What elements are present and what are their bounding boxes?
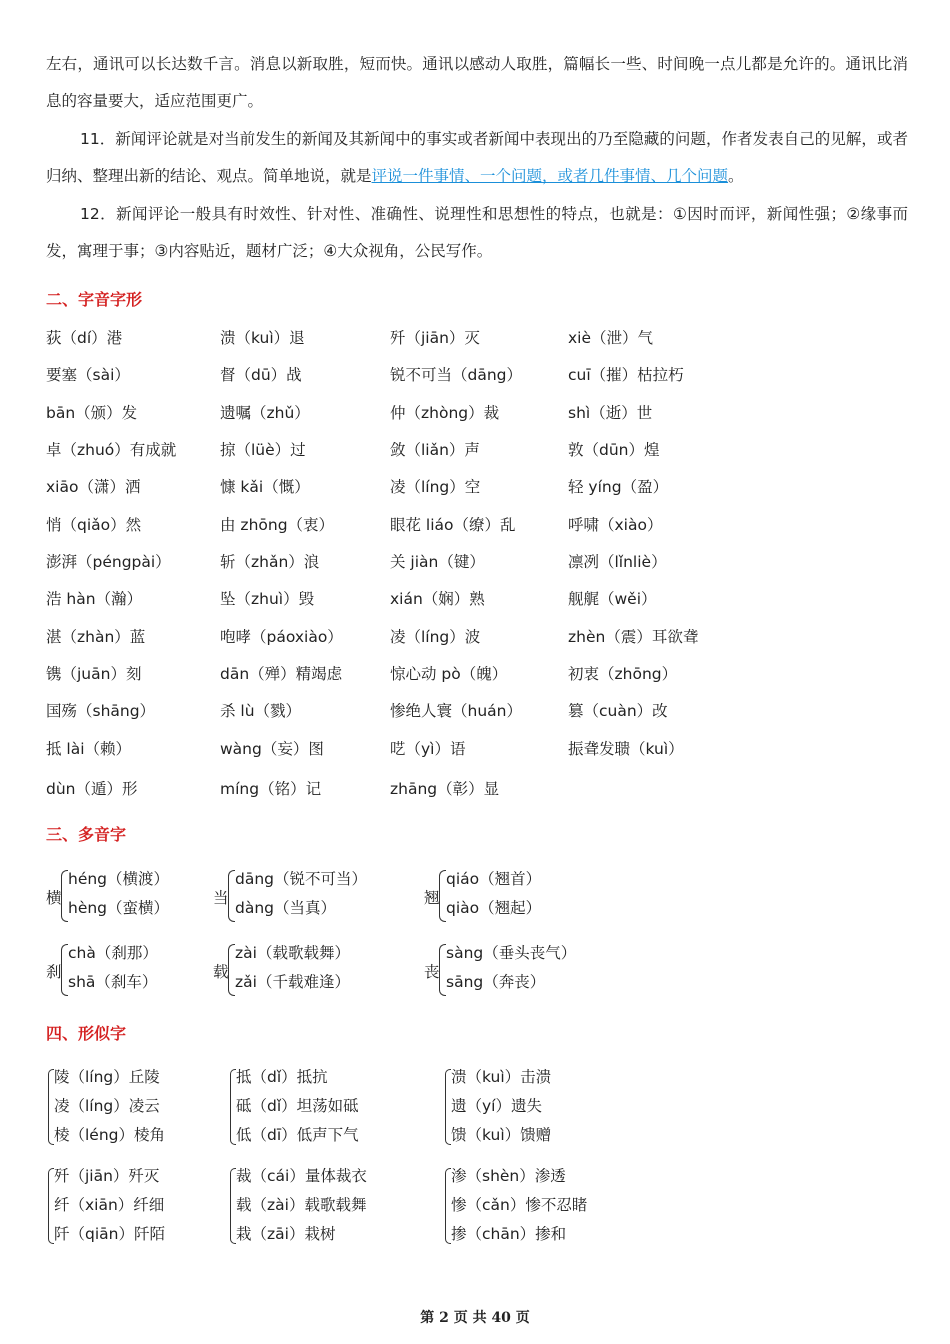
brace-icon [61, 944, 68, 996]
pronunciation-item: 关 jiàn（键） [390, 553, 485, 571]
section-heading-pronunciation: 二、字音字形 [46, 290, 143, 309]
polyphonic-char: 翘 [424, 889, 440, 907]
polyphonic-char: 横 [46, 889, 62, 907]
polyphonic-reading: shā（刹车） [68, 973, 158, 991]
similar-char-item: 渗（shèn）渗透 [451, 1167, 566, 1185]
polyphonic-reading: zǎi（千载难逢） [235, 973, 350, 991]
similar-char-group [443, 1065, 633, 1155]
similar-char-item: 砥（dǐ）坦荡如砥 [236, 1097, 359, 1115]
similar-char-item: 栽（zāi）栽树 [236, 1225, 336, 1243]
pronunciation-item: 坠（zhuì）毁 [220, 590, 315, 608]
intro-paragraph-12 [46, 196, 908, 270]
polyphonic-reading: dāng（锐不可当） [235, 870, 368, 888]
pronunciation-item: dùn（遁）形 [46, 780, 138, 798]
pronunciation-item: shì（逝）世 [568, 404, 653, 422]
pronunciation-item: 歼（jiān）灭 [390, 329, 480, 347]
similar-char-item: 纤（xiān）纤细 [54, 1196, 165, 1214]
pronunciation-item: 敛（liǎn）声 [390, 441, 480, 459]
similar-char-item: 低（dī）低声下气 [236, 1126, 359, 1144]
similar-char-item: 抵（dǐ）抵抗 [236, 1068, 328, 1086]
pronunciation-item: xiāo（潇）洒 [46, 478, 141, 496]
pronunciation-item: 振聋发聩（kuì） [568, 740, 684, 758]
pronunciation-item: 浩 hàn（瀚） [46, 590, 143, 608]
pronunciation-item: 湛（zhàn）蓝 [46, 628, 146, 646]
polyphonic-reading: dàng（当真） [235, 899, 337, 917]
intro-text-1: 左右，通讯可以长达数千言。消息以新取胜，短而快。通讯以感动人取胜，篇幅长一些、时间晚一点儿都是允许的。通讯比消息的容量要大，适应范围更广。 [46, 55, 908, 110]
similar-char-group [228, 1065, 418, 1155]
pronunciation-item: 镌（juān）刻 [46, 665, 142, 683]
pronunciation-item: 掠（lüè）过 [220, 441, 306, 459]
pronunciation-item: 由 zhōng（衷） [220, 516, 335, 534]
pronunciation-item: 遗嘱（zhǔ） [220, 404, 310, 422]
intro-text-11-end: 。 [728, 167, 744, 185]
polyphonic-reading: hèng（蛮横） [68, 899, 170, 917]
pronunciation-item: xián（娴）熟 [390, 590, 485, 608]
polyphonic-char: 当 [213, 889, 229, 907]
pronunciation-item: 轻 yíng（盈） [568, 478, 669, 496]
pronunciation-item: 卓（zhuó）有成就 [46, 441, 177, 459]
pronunciation-item: 荻（dí）港 [46, 329, 123, 347]
pronunciation-item: 凌（líng）波 [390, 628, 481, 646]
pronunciation-item: 咆哮（páoxiào） [220, 628, 343, 646]
similar-char-item: 溃（kuì）击溃 [451, 1068, 552, 1086]
pronunciation-item: 溃（kuì）退 [220, 329, 305, 347]
section-heading-similar-chars: 四、形似字 [46, 1024, 127, 1043]
pronunciation-item: 澎湃（péngpài） [46, 553, 171, 571]
pronunciation-item: zhèn（震）耳欲聋 [568, 628, 699, 646]
similar-char-item: 歼（jiān）歼灭 [54, 1167, 160, 1185]
polyphonic-char: 刹 [46, 963, 62, 981]
pronunciation-item: míng（铭）记 [220, 780, 322, 798]
similar-char-item: 载（zài）载歌载舞 [236, 1196, 367, 1214]
pronunciation-item: 仲（zhòng）裁 [390, 404, 500, 422]
similar-char-group [228, 1164, 418, 1254]
similar-char-item: 陵（líng）丘陵 [54, 1068, 160, 1086]
pronunciation-item: 抵 lài（赖） [46, 740, 132, 758]
polyphonic-char: 载 [213, 963, 229, 981]
similar-char-item: 阡（qiān）阡陌 [54, 1225, 165, 1243]
similar-char-group [443, 1164, 633, 1254]
pronunciation-item: 呓（yì）语 [390, 740, 466, 758]
pronunciation-item: 国殇（shāng） [46, 702, 156, 720]
similar-char-item: 馈（kuì）馈赠 [451, 1126, 552, 1144]
pronunciation-item: 悄（qiǎo）然 [46, 516, 142, 534]
pronunciation-item: 舰艉（wěi） [568, 590, 657, 608]
polyphonic-reading: qiào（翘起） [446, 899, 542, 917]
polyphonic-reading: chà（刹那） [68, 944, 158, 962]
similar-char-item: 惨（cǎn）惨不忍睹 [451, 1196, 588, 1214]
pronunciation-item: 锐不可当（dāng） [390, 366, 523, 384]
pronunciation-item: 呼啸（xiào） [568, 516, 663, 534]
similar-char-item: 遗（yí）遗失 [451, 1097, 542, 1115]
pronunciation-item: 初衷（zhōng） [568, 665, 678, 683]
intro-text-11: 11．新闻评论就是对当前发生的新闻及其新闻中的事实或者新闻中表现出的乃至隐藏的问题，作者发表自己的见解，或者归纳、整理出新的结论、观点。简单地说，就是 [46, 130, 908, 185]
pronunciation-item: dān（殚）精竭虑 [220, 665, 343, 683]
pronunciation-item: 杀 lù（戮） [220, 702, 302, 720]
similar-char-group [46, 1164, 236, 1254]
intro-paragraph-11 [46, 121, 908, 195]
polyphonic-reading: zài（载歌载舞） [235, 944, 350, 962]
intro-paragraph-1 [46, 46, 908, 120]
similar-char-item: 棱（léng）棱角 [54, 1126, 166, 1144]
pronunciation-item: zhāng（彰）显 [390, 780, 500, 798]
similar-char-item: 掺（chān）掺和 [451, 1225, 567, 1243]
pronunciation-item: xiè（泄）气 [568, 329, 654, 347]
pronunciation-item: 督（dū）战 [220, 366, 302, 384]
highlight-link[interactable]: 评说一件事情、一个问题，或者几件事情、几个问题 [371, 167, 729, 185]
brace-icon [228, 870, 235, 922]
pronunciation-item: 凌（líng）空 [390, 478, 481, 496]
similar-char-group [46, 1065, 236, 1155]
polyphonic-char: 丧 [424, 963, 440, 981]
pronunciation-item: wàng（妄）图 [220, 740, 324, 758]
pronunciation-item: 凛冽（lǐnliè） [568, 553, 667, 571]
polyphonic-reading: sāng（奔丧） [446, 973, 546, 991]
intro-text-12: 12．新闻评论一般具有时效性、针对性、准确性、说理性和思想性的特点，也就是：①因时而评，新闻性强；②缘事而发，寓理于事；③内容贴近，题材广泛；④大众视角，公民写作。 [46, 205, 908, 260]
pronunciation-item: 斩（zhǎn）浪 [220, 553, 320, 571]
brace-icon [61, 870, 68, 922]
brace-icon [228, 944, 235, 996]
polyphonic-reading: sàng（垂头丧气） [446, 944, 577, 962]
brace-icon [439, 944, 446, 996]
brace-icon [439, 870, 446, 922]
pronunciation-item: bān（颁）发 [46, 404, 138, 422]
pronunciation-item: 要塞（sài） [46, 366, 130, 384]
pronunciation-item: 慷 kǎi（慨） [220, 478, 310, 496]
similar-char-item: 裁（cái）量体裁衣 [236, 1167, 367, 1185]
pronunciation-item: 篡（cuàn）改 [568, 702, 668, 720]
polyphonic-reading: héng（横渡） [68, 870, 170, 888]
similar-char-item: 凌（líng）凌云 [54, 1097, 160, 1115]
pronunciation-item: 惊心动 pò（魄） [390, 665, 508, 683]
section-heading-polyphonic: 三、多音字 [46, 825, 127, 844]
pronunciation-item: cuī（摧）枯拉朽 [568, 366, 684, 384]
page-footer: 第 2 页 共 40 页 [420, 1310, 530, 1326]
pronunciation-item: 敦（dūn）煌 [568, 441, 660, 459]
pronunciation-item: 眼花 liáo（缭）乱 [390, 516, 516, 534]
polyphonic-reading: qiáo（翘首） [446, 870, 542, 888]
pronunciation-item: 惨绝人寰（huán） [390, 702, 522, 720]
